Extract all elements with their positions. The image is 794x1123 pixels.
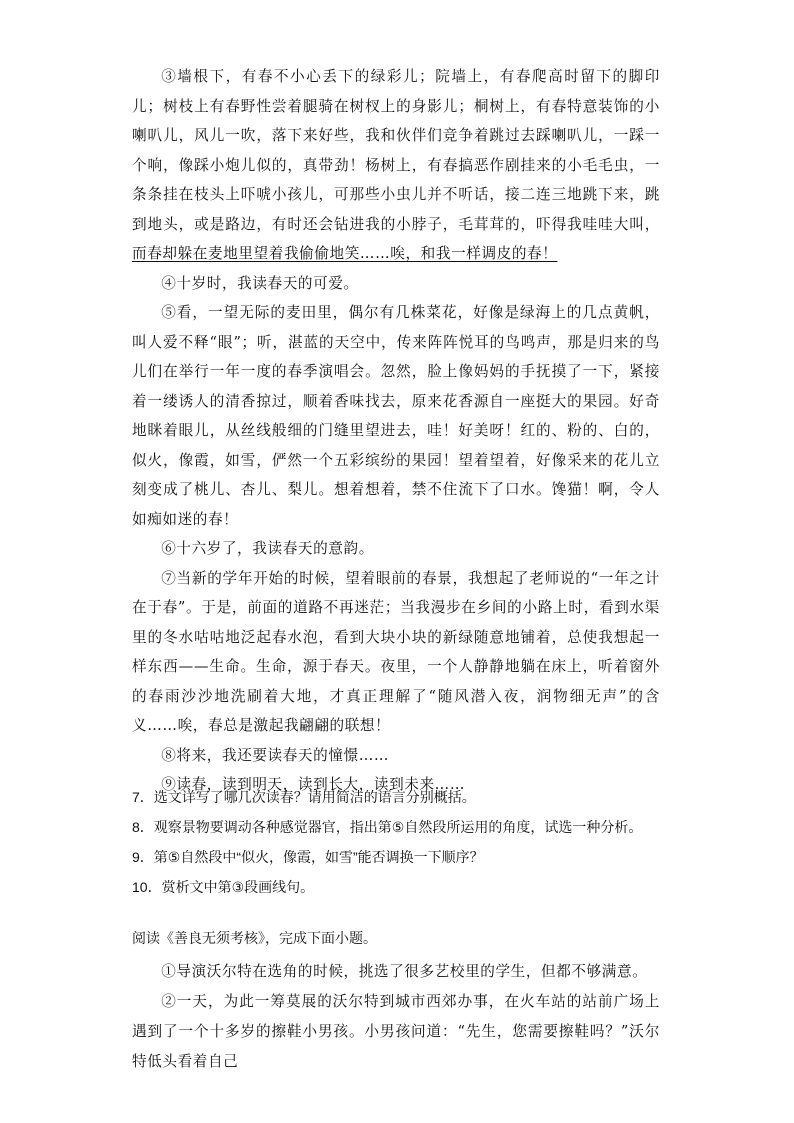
reading-instruction: 阅读《善良无须考核》，完成下面小题。 — [132, 930, 377, 946]
paragraph-7: ⑦当新的学年开始的时候，望着眼前的春景，我想起了老师说的“一年之计在于春”。于是，前面的道路不再迷茫；当我漫步在乡间的小路上时，看到水渠里的冬水咕咕地泛起春水泡，看到大块小块的新绿随意地铺着，总使我想起一样东西——生命。生命，源于春天。夜里，一个人静静地躺在床上，听着窗外的春雨沙沙地洗刷着大地，才真正理解了“随风潜入夜，润物细无声”的含义……唉，春总是激起我翩翩的联想！ — [132, 569, 660, 734]
paragraph-4: ④十岁时，我读春天的可爱。 — [161, 274, 359, 292]
passage2-paragraph-1: ①导演沃尔特在选角的时候，挑选了很多艺校里的学生，但都不够满意。 — [161, 963, 648, 980]
question-9: 9．第⑤自然段中“似火，像霞，如雪”能否调换一下顺序？ — [132, 849, 484, 865]
paragraph-8: ⑧将来，我还要读春天的憧憬…… — [161, 746, 390, 764]
paragraph-3 — [132, 62, 660, 269]
paragraph-9: ⑨读春，读到明天，读到长大，读到未来…… — [161, 776, 466, 793]
paragraph-5: ⑤看，一望无际的麦田里，偶尔有几株菜花，好像是绿海上的几点黄帆，叫人爱不释“眼”；听，湛蓝的天空中，传来阵阵悦耳的鸟鸣声，那是归来的鸟儿们在举行一年一度的春季演唱会。忽然，脸上像妈妈的手抚摸了一下，紧接着一缕诱人的清香掠过，顺着香味找去，原来花香源自一座挺大的果园。好奇地眯着眼儿，从丝线般细的门缝里望进去，哇！好美呀！红的、粉的、白的，似火，像霞，如雪，俨然一个五彩缤纷的果园！望着望着，好像采来的花儿立刻变成了桃儿、杏儿、梨儿。想着想着，禁不住流下了口水。馋猫！啊，令人如痴如迷的春！ — [132, 304, 660, 528]
passage2-paragraph-2: ②一天，为此一筹莫展的沃尔特到城市西郊办事，在火车站的站前广场上遇到了一个十多岁的擦鞋小男孩。小男孩问道：“先生，您需要擦鞋吗？”沃尔特低头看着自己 — [132, 993, 660, 1070]
paragraph-6: ⑥十六岁了，我读春天的意韵。 — [161, 540, 374, 557]
question-list — [132, 782, 672, 902]
reading-passage-2 — [132, 957, 660, 1077]
underlined-sentence: 而春却躲在麦地里望着我偷偷地笑……唉，和我一样调皮的春！ — [132, 245, 558, 262]
question-10: 10．赏析文中第③段画线句。 — [132, 879, 315, 895]
paragraph-3-text: ③墙根下，有春不小心丢下的绿彩儿；院墙上，有春爬高时留下的脚印儿；树枝上有春野性尝着腿骑在树杈上的身影儿；桐树上，有春特意装饰的小喇叭儿，风儿一吹，落下来好些，我和伙伴们竞争着跳过去踩喇叭儿，一踩一个响，像踩小炮儿似的，真带劲！杨树上，有春搞恶作剧挂来的小毛毛虫，一条条挂在枝头上吓唬小孩儿，可那些小虫儿并不听话，接二连三地跳下来，跳到地头，或是路边，有时还会钻进我的小脖子，毛茸茸的，吓得我哇哇大叫， — [132, 68, 660, 233]
reading-passage-1 — [132, 62, 660, 800]
question-8: 8．观察景物要调动各种感觉器官，指出第⑤自然段所运用的角度，试选一种分析。 — [132, 819, 643, 835]
question-7: 7．选文详写了哪几次读春？请用简洁的语言分别概括。 — [132, 789, 476, 805]
